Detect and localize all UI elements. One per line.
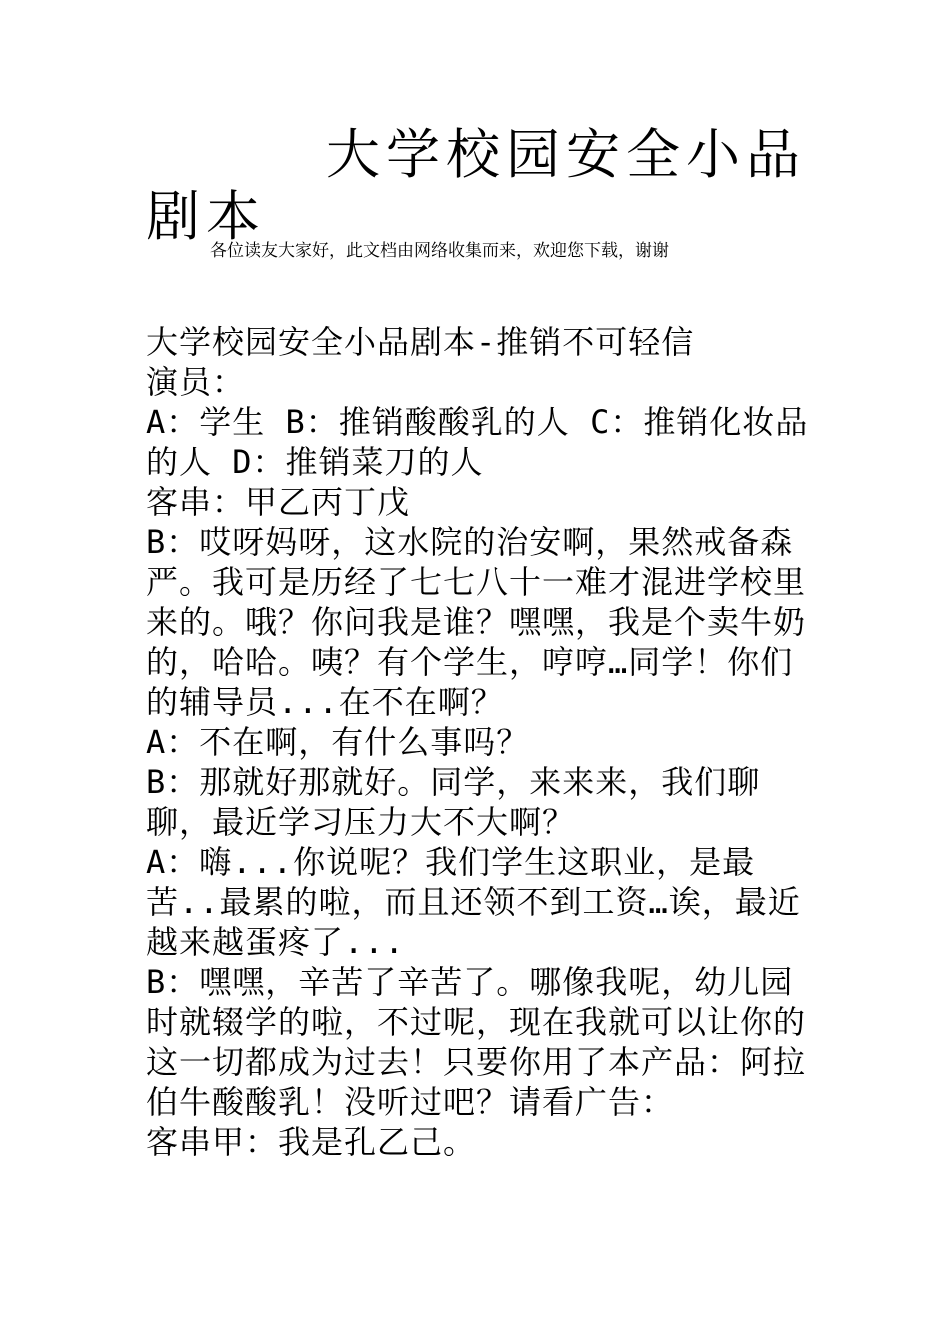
script-line: B：嘿嘿，辛苦了辛苦了。哪像我呢，幼儿园时就辍学的啦，不过呢，现在我就可以让你的这一切都成为过去！只要你用了本产品：阿拉伯牛酸酸乳！没听过吧？请看广告： [146,963,807,1121]
intro-note: 各位读友大家好，此文档由网络收集而来，欢迎您下载，谢谢 [210,241,669,261]
script-line: 演员： [146,363,246,401]
document-title: 大学校园安全小品剧本 [146,123,806,248]
script-line: B：哎呀妈呀，这水院的治安啊，果然戒备森严。我可是历经了七七八十一难才混进学校里来的。哦？你问我是谁？嘿嘿，我是个卖牛奶的，哈哈。咦？有个学生，哼哼…同学！你们的辅导员...在不在啊？ [146,523,807,721]
script-line: 大学校园安全小品剧本-推销不可轻信 [146,323,695,361]
script-body [146,322,816,1162]
script-line: 客串甲：我是孔乙己。 [146,1123,477,1161]
script-line: A：不在啊，有什么事吗？ [146,723,530,761]
script-line: A：学生 B：推销酸酸乳的人 C：推销化妆品的人 D：推销菜刀的人 [146,403,809,481]
script-line: 客串：甲乙丙丁戊 [146,483,411,521]
script-line: A：嗨...你说呢？我们学生这职业，是最苦..最累的啦，而且还领不到工资…诶，最近越来越蛋疼了... [146,843,801,961]
script-line: B：那就好那就好。同学，来来来，我们聊聊，最近学习压力大不大啊？ [146,763,761,841]
